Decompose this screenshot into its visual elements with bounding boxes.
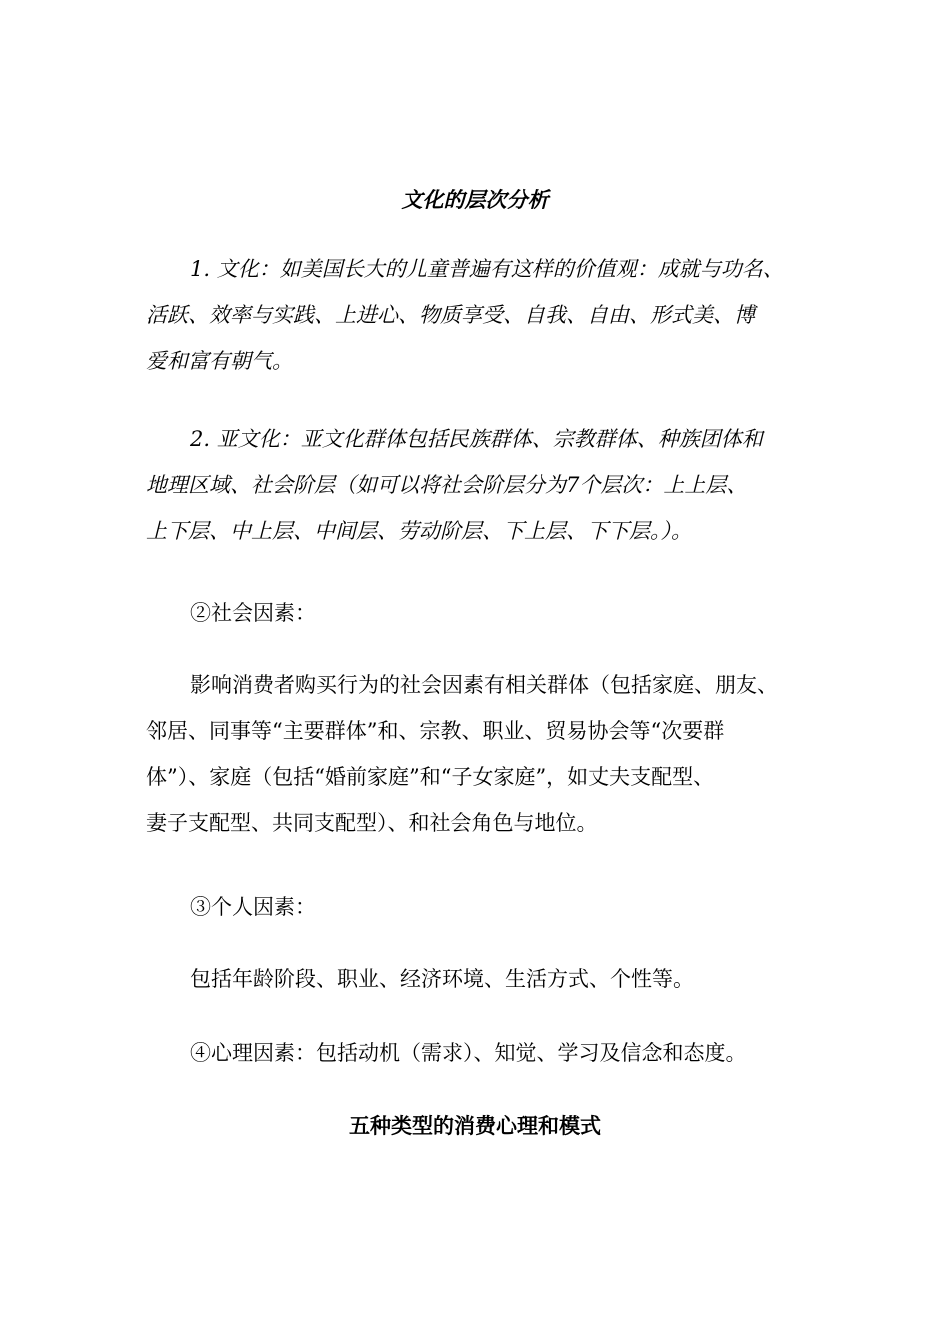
- paragraph-psychological-factors: [146, 1030, 826, 1076]
- paragraph-line: ②社会因素：: [190, 601, 316, 625]
- paragraph-line: 活跃、效率与实践、上进心、物质享受、自我、自由、形式美、博: [146, 303, 755, 327]
- paragraph-line: 邻居、同事等“主要群体”和、宗教、职业、贸易协会等“次要群: [146, 719, 725, 743]
- paragraph-culture: [146, 246, 826, 384]
- paragraph-line: 2. 亚文化：亚文化群体包括民族群体、宗教群体、种族团体和: [190, 427, 763, 451]
- paragraph-line: 体”）、家庭（包括“婚前家庭”和“子女家庭”，如丈夫支配型、: [146, 765, 715, 789]
- paragraph-social-factors-heading: [146, 590, 826, 636]
- paragraph-line: 上下层、中上层、中间层、劳动阶层、下上层、下下层。）。: [146, 519, 692, 543]
- section-subtitle: 五种类型的消费心理和模式: [349, 1113, 601, 1138]
- page-title: 文化的层次分析: [401, 187, 549, 212]
- paragraph-line: ④心理因素：包括动机（需求）、知觉、学习及信念和态度。: [190, 1041, 747, 1065]
- paragraph-social-factors: [146, 662, 826, 846]
- paragraph-subculture: [146, 416, 826, 554]
- paragraph-line: 1. 文化：如美国长大的儿童普遍有这样的价值观：成就与功名、: [190, 257, 784, 281]
- paragraph-line: 影响消费者购买行为的社会因素有相关群体（包括家庭、朋友、: [190, 673, 778, 697]
- paragraph-line: 爱和富有朝气。: [146, 349, 293, 373]
- paragraph-line: 地理区域、社会阶层（如可以将社会阶层分为7个层次：上上层、: [146, 473, 748, 497]
- paragraph-personal-factors-heading: [146, 884, 826, 930]
- paragraph-personal-factors: [146, 956, 826, 1002]
- paragraph-line: 包括年龄阶段、职业、经济环境、生活方式、个性等。: [190, 967, 694, 991]
- paragraph-line: ③个人因素：: [190, 895, 316, 919]
- paragraph-line: 妻子支配型、共同支配型）、和社会角色与地位。: [146, 811, 598, 835]
